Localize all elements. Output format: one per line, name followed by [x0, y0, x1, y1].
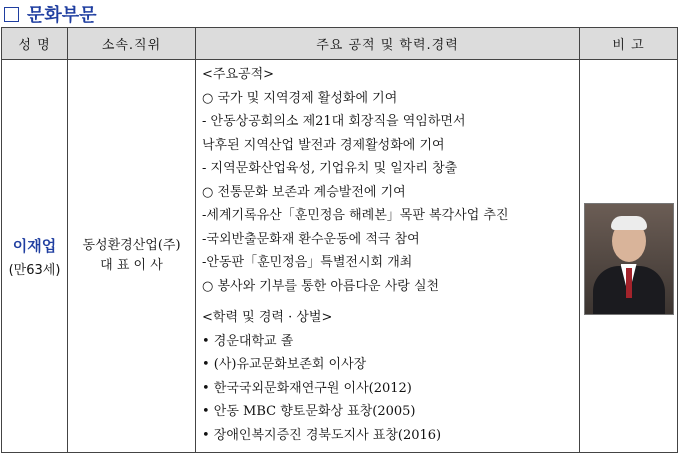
career-line: • 한국국외문화재연구원 이사(2012) — [202, 380, 412, 396]
achievement-line: -세계기록유산「훈민정음 해례본」목판 복각사업 추진 — [202, 208, 509, 223]
header-row — [2, 28, 678, 60]
name-cell — [2, 60, 68, 453]
career-line: • 장애인복지증진 경북도지사 표창(2016) — [202, 427, 442, 443]
career-heading: <학력 및 경력 · 상벌> — [202, 310, 333, 325]
achievement-line: ○ 봉사와 기부를 통한 아름다운 사랑 실천 — [202, 278, 440, 294]
section-title-text: 문화부문 — [27, 5, 97, 26]
header-affiliation: 소속.직위 — [68, 28, 196, 60]
affiliation-cell — [68, 60, 196, 453]
portrait-photo — [584, 203, 674, 315]
achievement-line: - 안동상공회의소 제21대 회장직을 역임하면서 — [202, 114, 466, 129]
achievement-line: 낙후된 지역산업 발전과 경제활성화에 기여 — [202, 137, 445, 153]
achievement-line: - 지역문화산업육성, 기업유치 및 일자리 창출 — [202, 161, 458, 176]
achievement-line: -국외반출문화재 환수운동에 적극 참여 — [202, 231, 420, 247]
achievements-heading: <주요공적> — [202, 67, 275, 82]
achievement-line: -안동판「훈민정음」특별전시회 개최 — [202, 255, 413, 270]
award-table — [1, 27, 678, 453]
person-age: (만63세) — [8, 262, 61, 278]
position-title: 대 표 이 사 — [100, 258, 163, 273]
checkbox-square-icon — [4, 7, 19, 22]
company-name: 동성환경산업(주) — [82, 238, 181, 253]
career-line: • 안동 MBC 향토문화상 표창(2005) — [202, 404, 416, 419]
career-line: • (사)유교문화보존회 이사장 — [202, 357, 367, 372]
table-row — [2, 60, 678, 453]
header-achievements: 주요 공적 및 학력.경력 — [196, 28, 580, 60]
header-name: 성 명 — [2, 28, 68, 60]
career-line: • 경운대학교 졸 — [202, 333, 294, 349]
person-name: 이재업 — [12, 236, 57, 255]
remarks-cell — [580, 60, 678, 453]
header-remarks: 비 고 — [580, 28, 678, 60]
achievement-line: ○ 전통문화 보존과 계승발전에 기여 — [202, 184, 406, 200]
achievement-line: ○ 국가 및 지역경제 활성화에 기여 — [202, 90, 398, 106]
achievements-cell — [196, 60, 580, 453]
section-title — [4, 2, 97, 26]
